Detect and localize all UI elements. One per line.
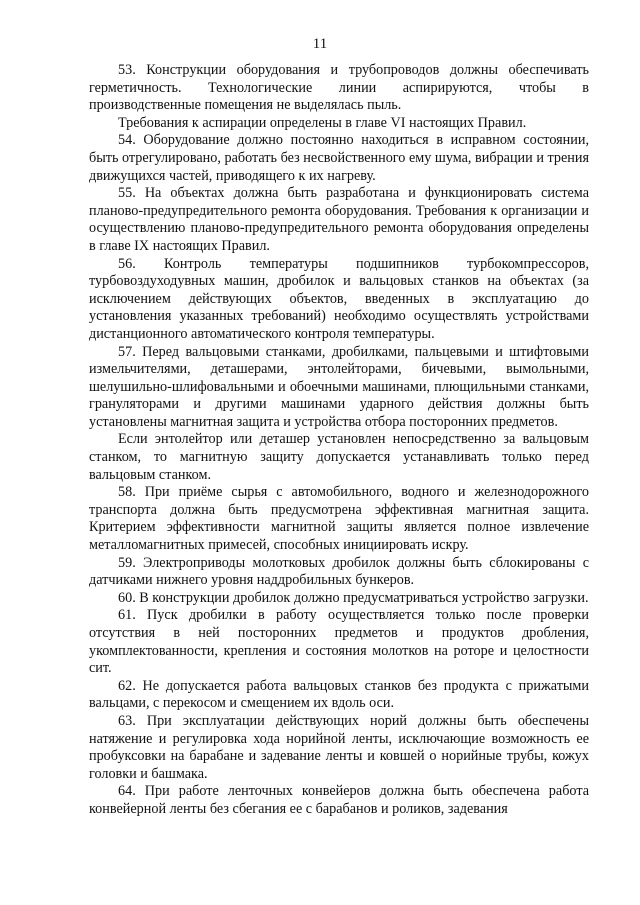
paragraph-54: 54. Оборудование должно постоянно находиться в исправном состоянии, быть отрегулировано, работать без несвойственного ему шума, вибрации и трения движущихся частей, приводящего к их нагреву. [89, 132, 589, 184]
paragraph-55: 55. На объектах должна быть разработана и функционировать система планово-предупредительного ремонта оборудования. Требования к организации и осуществлению планово-предупредительного ремонта оборудования определены в главе IX настоящих Правил. [89, 185, 589, 254]
paragraph-64: 64. При работе ленточных конвейеров должна быть обеспечена работа конвейерной ленты без сбегания ее с барабанов и роликов, задевания [89, 783, 589, 817]
page-number: 11 [312, 36, 328, 52]
paragraph-63: 63. При эксплуатации действующих норий должны быть обеспечены натяжение и регулировка хода норийной ленты, исключающие возможность ее пробуксовки на барабане и задевание ленты и ковшей о норийные трубы, кожух головки и башмака. [89, 712, 589, 782]
paragraph-57: 57. Перед вальцовыми станками, дробилками, пальцевыми и штифтовыми измельчителями, деташерами, энтолейторами, бичевыми, вымольными, шелушильно-шлифовальными и обоечными машинами, плющильными станками, грануляторами и другими машинами ударного действия должны быть установлены магнитная защита и устройства отбора посторонних предметов. [89, 343, 589, 430]
paragraph-58: 58. При приёме сырья с автомобильного, водного и железнодорожного транспорта должна быть предусмотрена эффективная магнитная защита. Критерием эффективности магнитной защиты является полное извлечение металломагнитных примесей, способных инициировать искру. [89, 484, 589, 554]
paragraph-61: 61. Пуск дробилки в работу осуществляется только после проверки отсутствия в ней посторонних предметов и продуктов дробления, укомплектованности, крепления и состояния молотков на роторе и целостности сит. [89, 607, 589, 677]
paragraph-62: 62. Не допускается работа вальцовых станков без продукта с прижатыми вальцами, с перекосом и смещением их вдоль оси. [89, 677, 589, 712]
paragraph-59: 59. Электроприводы молотковых дробилок должны быть сблокированы с датчиками нижнего уровня наддробильных бункеров. [89, 554, 589, 589]
document-body [89, 62, 589, 819]
paragraph-57-note: Если энтолейтор или деташер установлен непосредственно за вальцовым станком, то магнитную защиту допускается устанавливать только перед вальцовым станком. [89, 431, 589, 483]
paragraph-53: 53. Конструкции оборудования и трубопроводов должны обеспечивать герметичность. Технологические линии аспирируются, чтобы в производственные помещения не выделялась пыль. [89, 62, 589, 114]
paragraph-60: 60. В конструкции дробилок должно предусматриваться устройство загрузки. [118, 589, 589, 606]
paragraph-53-note: Требования к аспирации определены в главе VI настоящих Правил. [118, 114, 527, 131]
paragraph-56: 56. Контроль температуры подшипников турбокомпрессоров, турбовоздуходувных машин, дробилок и вальцовых станков на объектах (за исключением действующих объектов, введенных в эксплуатацию до установления указанных требований) необходимо осуществлять устройствами дистанционного автоматического контроля температуры. [89, 255, 589, 342]
